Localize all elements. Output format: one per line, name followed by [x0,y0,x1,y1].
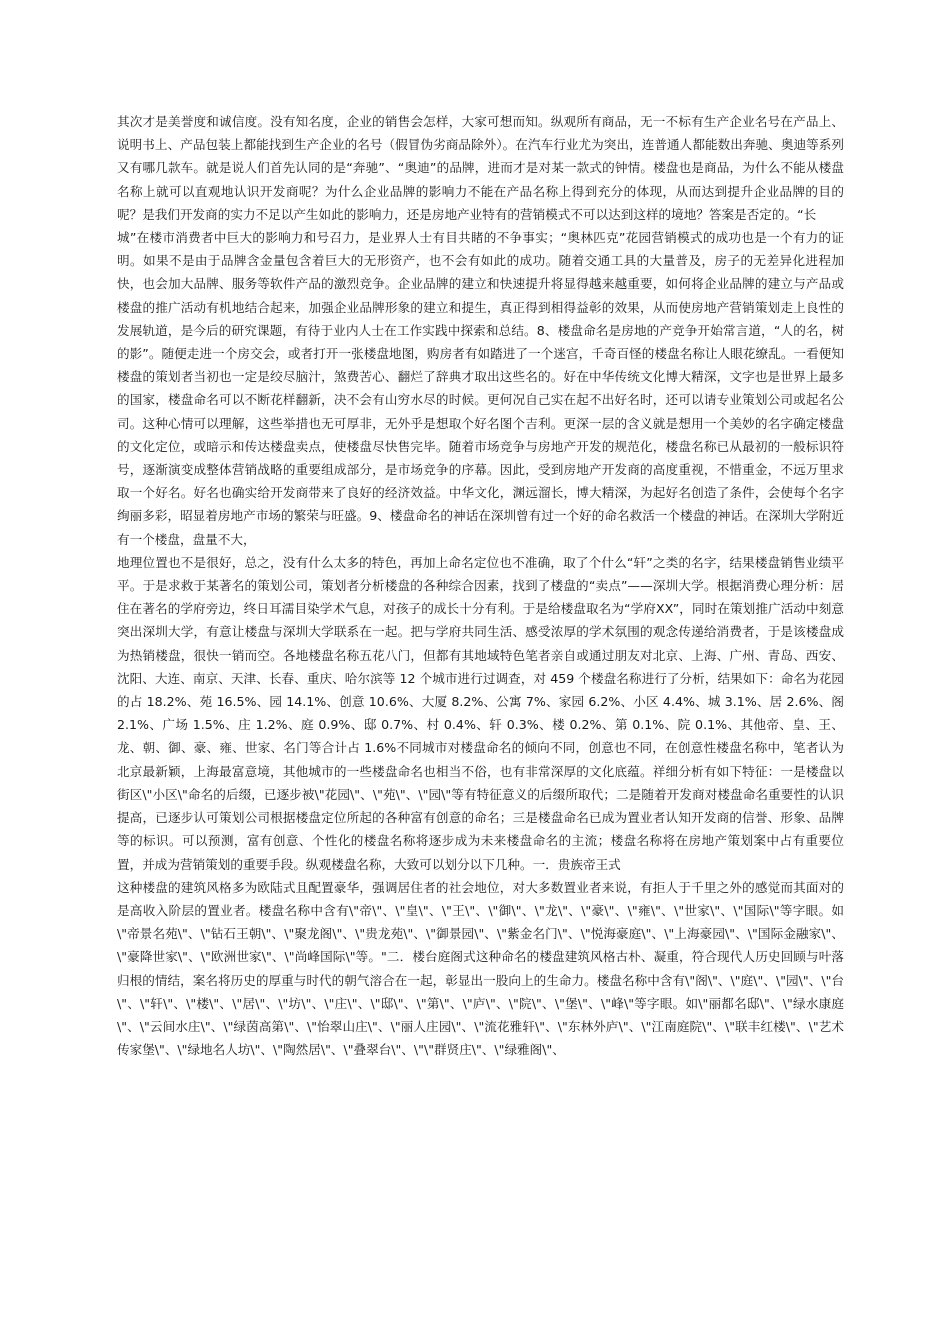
paragraph-4: 这种楼盘的建筑风格多为欧陆式且配置豪华，强调居住者的社会地位，对大多数置业者来说，有拒人于千里之外的感觉而其面对的是高收入阶层的置业者。楼盘名称中含有\"帝\"、\"皇\"、\"王\"、\"御\"、\"龙\"、\"豪\"、\"雍\"、\"世家\"、\"国际\"等字眼。如\"帝景名苑\"、\"钻石王朝\"、\"聚龙阁\"、\"贵龙苑\"、\"御景园\"、\"紫金名门\"、\"悦海豪庭\"、\"上海豪园\"、\"国际金融家\"、\"豪降世家\"、\"欧洲世家\"、\"尚峰国际\"等。"二．楼台庭阁式这种命名的楼盘建筑风格古朴、凝重，符合现代人历史回顾与叶落归根的情结，案名将历史的厚重与时代的朝气溶合在一起，彰显出一股向上的生命力。楼盘名称中含有\"阁\"、\"庭\"、\"园\"、\"台\"、\"轩\"、\"楼\"、\"居\"、\"坊\"、\"庄\"、\"邸\"、\"第\"、\"庐\"、\"院\"、\"堡\"、\"峰\"等字眼。如\"丽都名邸\"、\"绿水康庭\"、\"云间水庄\"、\"绿茵高第\"、\"怡翠山庄\"、\"丽人庄园\"、\"流花雅轩\"、\"东林外庐\"、\"江南庭院\"、\"联丰红楼\"、\"艺术传家堡\"、\"绿地名人坊\"、\"陶然居\"、\"叠翠台\"、\"\"群贤庄\"、\"绿雅阁\"、 [117,879,844,1058]
body-text [117,110,844,1061]
paragraph-2: 城”在楼市消费者中巨大的影响力和号召力，是业界人士有目共睹的不争事实；“奥林匹克”花园营销模式的成功也是一个有力的证明。如果不是由于品牌含金量包含着巨大的无形资产，也不会有如此的成功。随着交通工具的大量普及，房子的无差异化进程加快，也会加大品牌、服务等软件产品的激烈竞争。企业品牌的建立和快速提升将显得越来越重要，如何将企业品牌的建立与产品或楼盘的推广活动有机地结合起来，加强企业品牌形象的建立和提生，真正得到相得益彰的效果，从而使房地产营销策划走上良性的发展轨道，是今后的研究课题，有待于业内人士在工作实践中探索和总结。8、楼盘命名是房地的产竞争开始常言道，“人的名，树的影”。随便走进一个房交会，或者打开一张楼盘地图，购房者有如踏进了一个迷宫，千奇百怪的楼盘名称让人眼花缭乱。一看便知楼盘的策划者当初也一定是绞尽脑汁，煞费苦心、翻烂了辞典才取出这些名的。好在中华传统文化博大精深，文字也是世界上最多的国家，楼盘命名可以不断花样翻新，决不会有山穷水尽的时候。更何况自己实在起不出好名时，还可以请专业策划公司或起名公司。这种心情可以理解，这些举措也无可厚非，无外乎是想取个好名图个吉利。更深一层的含义就是想用一个美妙的名字确定楼盘的文化定位，或暗示和传达楼盘卖点，使楼盘尽快售完毕。随着市场竞争与房地产开发的规范化，楼盘名称已从最初的一般标识符号，逐渐演变成整体营销战略的重要组成部分，是市场竞争的序幕。因此，受到房地产开发商的高度重视，不惜重金，不远万里求取一个好名。好名也确实给开发商带来了良好的经济效益。中华文化，渊远溜长，博大精深，为起好名创造了条件，会使每个名字绚丽多彩，昭显着房地产市场的繁荣与旺盛。9、楼盘命名的神话在深圳曾有过一个好的命名救活一个楼盘的神话。在深圳大学附近有一个楼盘，盘量不大， [117,230,844,547]
paragraph-1: 其次才是美誉度和诚信度。没有知名度，企业的销售会怎样，大家可想而知。纵观所有商品，无一不标有生产企业名号在产品上、说明书上、产品包装上都能找到生产企业的名号（假冒伪劣商品除外）。在汽车行业尤为突出，连普通人都能数出奔驰、奥迪等系列又有哪几款车。就是说人们首先认同的是“奔驰”、“奥迪”的品牌，进而才是对某一款式的钟情。楼盘也是商品，为什么不能从楼盘名称上就可以直观地认识开发商呢？为什么企业品牌的影响力不能在产品名称上得到充分的体现，从而达到提升企业品牌的目的呢？是我们开发商的实力不足以产生如此的影响力，还是房地产业特有的营销模式不可以达到这样的境地？答案是否定的。“长 [117,114,844,222]
paragraph-3: 地理位置也不是很好，总之，没有什么太多的特色，再加上命名定位也不准确，取了个什么“轩”之类的名字，结果楼盘销售业绩平平。于是求救于某著名的策划公司，策划者分析楼盘的各种综合因素，找到了楼盘的“卖点”——深圳大学。根据消费心理分析：居住在著名的学府旁边，终日耳濡目染学术气息，对孩子的成长十分有利。于是给楼盘取名为“学府XX”，同时在策划推广活动中刻意突出深圳大学，有意让楼盘与深圳大学联系在一起。把与学府共同生活、感受浓厚的学术氛围的观念传递给消费者，于是该楼盘成为热销楼盘，很快一销而空。各地楼盘名称五花八门，但都有其地域特色笔者亲自或通过朋友对北京、上海、广州、青岛、西安、沈阳、大连、南京、天津、长春、重庆、哈尔滨等 12 个城市进行过调查，对 459 个楼盘名称进行了分析，结果如下：命名为花园的占 18.2%、苑 16.5%、园 14.1%、创意 10.6%、大厦 8.2%、公寓 7%、家园 6.2%、小区 4.4%、城 3.1%、居 2.6%、阁 2.1%、广场 1.5%、庄 1.2%、庭 0.9%、邸 0.7%、村 0.4%、轩 0.3%、楼 0.2%、第 0.1%、院 0.1%、其他帝、皇、王、龙、朝、御、豪、雍、世家、名门等合计占 1.6%不同城市对楼盘命名的倾向不同，创意也不同，在创意性楼盘名称中，笔者认为北京最新颖，上海最富意境，其他城市的一些楼盘命名也相当不俗，也有非常深厚的文化底蕴。祥细分析有如下特征：一是楼盘以街区\"小区\"命名的后缀，已逐步被\"花园\"、\"苑\"、\"园\"等有特征意义的后缀所取代；二是随着开发商对楼盘命名重要性的认识提高，已逐步认可策划公司根据楼盘定位所起的各种富有创意的命名；三是楼盘命名已成为置业者认知开发商的信誉、形象、品牌等的标识。可以预测，富有创意、个性化的楼盘名称将逐步成为未来楼盘命名的主流；楼盘名称将在房地产策划案中占有重要位置，并成为营销策划的重要手段。纵观楼盘名称，大致可以划分以下几种。一．贵族帝王式 [117,554,844,872]
